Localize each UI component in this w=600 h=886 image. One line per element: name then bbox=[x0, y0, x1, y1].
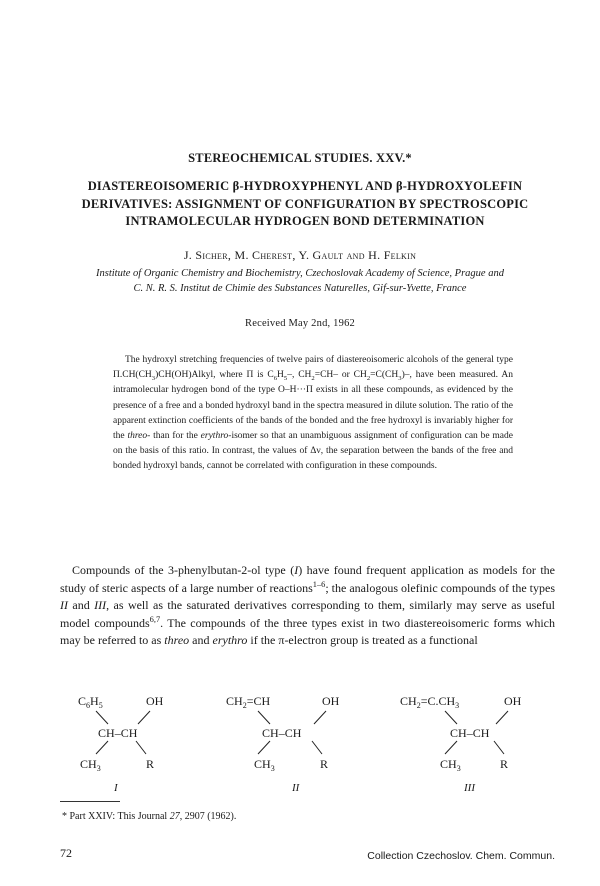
title-line: INTRAMOLECULAR HYDROGEN BOND DETERMINATION bbox=[125, 214, 485, 228]
body-text: ) have found frequent application as models for the study of steric aspects of a large number of reactions bbox=[60, 563, 555, 595]
bond-line bbox=[312, 741, 322, 754]
title-line: DIASTEREOISOMERIC β-HYDROXYPHENYL AND β-HYDROXYOLEFIN bbox=[87, 179, 523, 193]
subscript: 2 bbox=[366, 375, 371, 383]
body-text: Compounds of the 3-phenylbutan-2-ol type ( bbox=[72, 563, 295, 577]
abstract-text: )CH(OH)Alkyl, where Π is C bbox=[155, 370, 274, 381]
journal-name: Collection Czechoslov. Chem. Commun. bbox=[367, 850, 555, 862]
subscript: 2 bbox=[311, 375, 315, 383]
body-paragraph bbox=[60, 562, 555, 650]
group-label: CH–CH bbox=[98, 726, 138, 740]
abstract-text: )–, have been measured. An intramolecular hydrogen bond of the type O–H···Π exists in all these compounds, as evidenced by the presence of a free and a bonded hydroxyl band in the spectra measured in dilute solution. The ratio of the apparent extinction coefficients of the bands of the bonded and the free hydroxyl is invariably higher for the bbox=[113, 370, 513, 442]
footnote-marker: * bbox=[62, 811, 67, 822]
footnote-volume: 27 bbox=[169, 811, 180, 822]
bond-line bbox=[96, 741, 108, 754]
body-text: ; the analogous olefinic compounds of the types bbox=[325, 580, 555, 595]
compound-ref: II bbox=[60, 598, 68, 613]
compound-label: II bbox=[292, 782, 300, 794]
compound-label: I bbox=[114, 782, 118, 794]
abstract-text: H bbox=[277, 370, 284, 381]
group-label: $C_6H_5$ bbox=[78, 694, 103, 710]
italic-erythro: erythro bbox=[212, 633, 248, 648]
subscript: 6 bbox=[273, 375, 278, 383]
group-label: R bbox=[146, 757, 155, 771]
group-label: $CH_3$ bbox=[440, 757, 461, 773]
body-text: if the π-electron group is treated as a functional bbox=[247, 633, 478, 648]
group-label: OH bbox=[504, 694, 522, 708]
body-text: . The compounds of the three types exist in two diastereoisomeric forms which may be referred to as bbox=[60, 615, 555, 648]
affiliation-line: Institute of Organic Chemistry and Biochemistry, Czechoslovak Academy of Science, Prague and bbox=[96, 268, 504, 279]
abstract-text: The hydroxyl stretching frequencies of twelve pairs of diastereoisomeric alcohols of the general type Π.CH(CH bbox=[113, 355, 513, 381]
group-label: $CH_3$ bbox=[254, 757, 275, 773]
subscript: 3 bbox=[151, 375, 156, 383]
affiliation-line: C. N. R. S. Institut de Chimie des Substances Naturelles, Gif-sur-Yvette, France bbox=[133, 282, 467, 294]
series-title: STEREOCHEMICAL STUDIES. XXV.* bbox=[188, 151, 412, 165]
abstract-text: –, CH bbox=[287, 370, 312, 381]
bond-line bbox=[445, 711, 457, 724]
bond-line bbox=[445, 741, 457, 754]
italic-erythro: erythro- bbox=[200, 431, 232, 442]
group-label: CH–CH bbox=[450, 726, 490, 740]
compound-label: III bbox=[464, 782, 475, 794]
footnote-rule bbox=[60, 801, 120, 802]
group-label: $CH_2=C.CH_3$ bbox=[400, 694, 460, 710]
body-text: and bbox=[68, 598, 95, 613]
authors: J. Sicher, M. Cherest, Y. Gault and H. Felkin bbox=[183, 248, 417, 262]
bond-line bbox=[96, 711, 108, 724]
bond-line bbox=[136, 741, 146, 754]
structural-formulas bbox=[0, 685, 600, 795]
abstract-text: isomer so that an unambiguous assignment of configuration can be made on the basis of this ratio. In contrast, the values of Δν, the separation between the bands of the free and bonded hydroxyl bands, cannot be correlated with configuration in these compounds. bbox=[113, 431, 513, 472]
bond-line bbox=[496, 711, 508, 724]
paper-title bbox=[40, 178, 570, 231]
group-label: R bbox=[320, 757, 329, 771]
group-label: $CH_3$ bbox=[80, 757, 101, 773]
subscript: 5 bbox=[283, 375, 288, 383]
group-label: OH bbox=[146, 694, 164, 708]
compound-ref: I bbox=[294, 563, 299, 577]
bond-line bbox=[314, 711, 326, 724]
affiliation bbox=[30, 267, 570, 296]
title-line: DERIVATIVES: ASSIGNMENT OF CONFIGURATION BY SPECTROSCOPIC bbox=[81, 196, 529, 211]
abstract-text: =CH– or CH bbox=[314, 370, 367, 381]
footnote bbox=[62, 811, 236, 822]
received-date: Received May 2nd, 1962 bbox=[245, 318, 355, 329]
body-text: and bbox=[189, 633, 213, 648]
footnote-text: Part XXIV: This Journal bbox=[67, 811, 170, 822]
abstract bbox=[113, 353, 513, 475]
bond-line bbox=[258, 711, 270, 724]
group-label: CH–CH bbox=[262, 726, 302, 740]
subscript: 3 bbox=[398, 375, 402, 383]
body-text: , as well as the saturated derivatives corresponding to them, similarly may serve as useful model compounds bbox=[60, 598, 555, 630]
compound-ref: III bbox=[94, 598, 107, 613]
abstract-text: than for the bbox=[150, 431, 201, 442]
citation-ref: 6,7 bbox=[149, 614, 161, 624]
italic-threo: threo bbox=[164, 633, 190, 648]
group-label: OH bbox=[322, 694, 340, 708]
page-number: 72 bbox=[60, 846, 72, 860]
bond-line bbox=[258, 741, 270, 754]
structures-svg bbox=[0, 685, 600, 795]
italic-threo: threo- bbox=[127, 431, 151, 442]
bond-line bbox=[138, 711, 150, 724]
group-label: $CH_2=CH$ bbox=[226, 694, 271, 710]
abstract-text: =C(CH bbox=[370, 370, 399, 381]
group-label: R bbox=[500, 757, 509, 771]
citation-ref: 1–6 bbox=[312, 579, 326, 589]
footnote-text: , 2907 (1962). bbox=[179, 811, 237, 822]
bond-line bbox=[494, 741, 504, 754]
